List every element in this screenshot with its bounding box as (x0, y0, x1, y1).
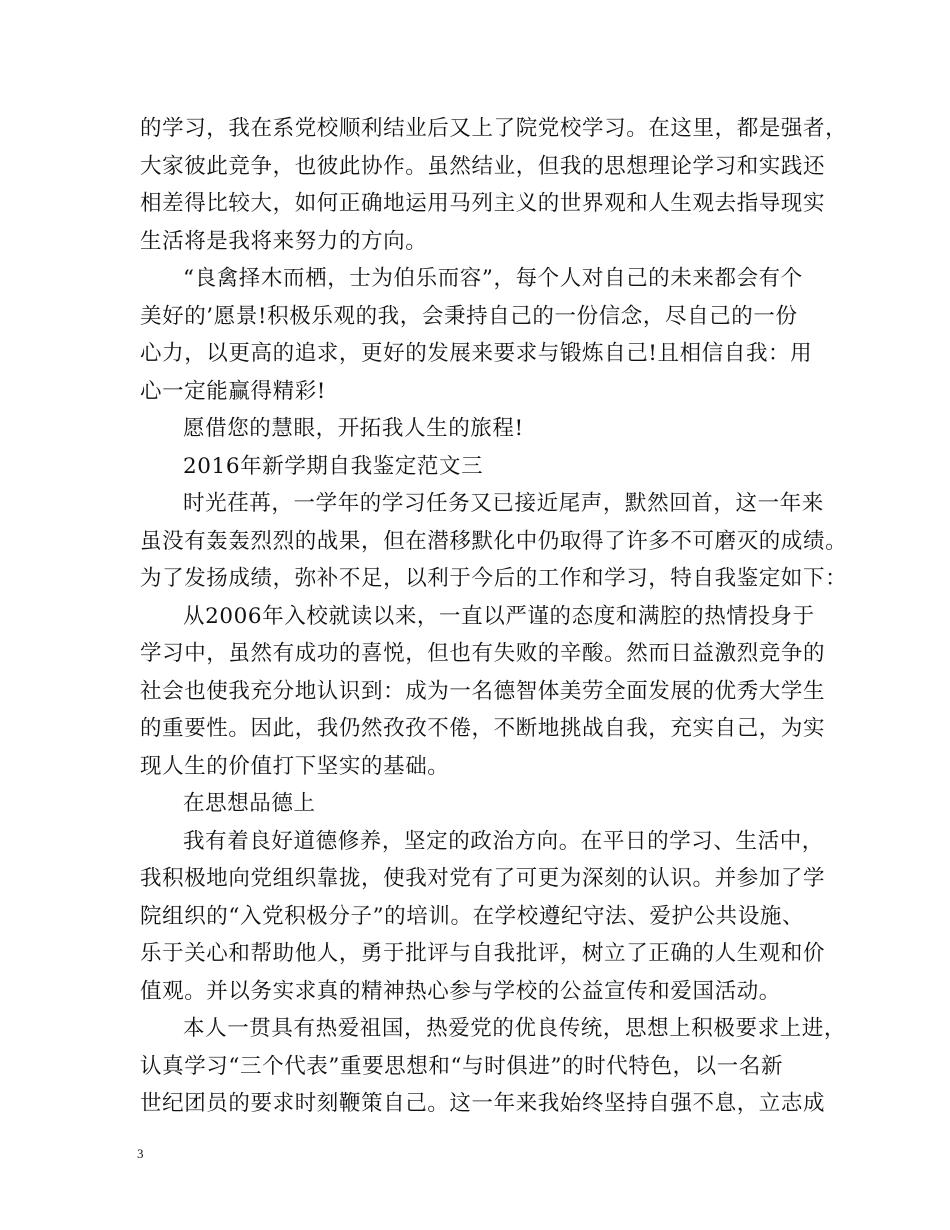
text-line: 我积极地向党组织靠拢，使我对党有了可更为深刻的认识。并参加了学 (140, 866, 826, 891)
text-line: 值观。并以务实求真的精神热心参与学校的公益宣传和爱国活动。 (140, 978, 781, 1004)
text-line: 学习中，虽然有成功的喜悦，但也有失败的辛酸。然而日益激烈竞争的 (140, 641, 826, 666)
text-line: 生活将是我将来努力的方向。 (140, 228, 428, 254)
text-line: 虽没有轰轰烈烈的战果，但在潜移默化中仍取得了许多不可磨灭的成绩。 (140, 528, 848, 554)
subsection-heading: 在思想品德上 (183, 791, 316, 816)
paragraph-start-line: 从2006年入校就读以来，一直以严谨的态度和满腔的热情投身于 (183, 603, 815, 629)
text-line: 认真学习“三个代表”重要思想和“与时俱进”的时代特色，以一名新 (140, 1053, 784, 1079)
paragraph-start-line: 我有着良好道德修养，坚定的政治方向。在平日的学习、生活中， (183, 828, 824, 854)
page-number: 3 (137, 1146, 144, 1161)
text-line: 大家彼此竞争，也彼此协作。虽然结业，但我的思想理论学习和实践还 (140, 153, 826, 179)
document-body (140, 110, 848, 1123)
text-line: 心力，以更高的追求，更好的发展来要求与锻炼自己!且相信自我：用 (140, 341, 813, 366)
text-line: 美好的’愿景!积极乐观的我，会秉持自己的一份信念，尽自己的一份 (140, 303, 798, 329)
text-line: 世纪团员的要求时刻鞭策自己。这一年来我始终坚持自强不息，立志成 (140, 1091, 826, 1116)
text-line: 社会也使我充分地认识到：成为一名德智体美劳全面发展的优秀大学生 (140, 678, 826, 704)
text-line: 院组织的“入党积极分子”的培训。在学校遵纪守法、爱护公共设施、 (140, 903, 805, 929)
text-line: 乐于关心和帮助他人，勇于批评与自我批评，树立了正确的人生观和价 (140, 941, 826, 966)
paragraph-start-line: 愿借您的慧眼，开拓我人生的旅程! (183, 416, 524, 441)
text-line: 现人生的价值打下坚实的基础。 (140, 753, 450, 779)
text-line: 为了发扬成绩，弥补不足，以利于今后的工作和学习，特自我鉴定如下： (140, 566, 848, 591)
text-line: 相差得比较大，如何正确地运用马列主义的世界观和人生观去指导现实 (140, 191, 826, 216)
text-line: 心一定能赢得精彩! (140, 378, 327, 404)
text-line: 的学习，我在系党校顺利结业后又上了院党校学习。在这里，都是强者， (140, 116, 848, 141)
text-line: 的重要性。因此，我仍然孜孜不倦，不断地挑战自我，充实自己，为实 (140, 716, 826, 741)
paragraph-start-line: “良禽择木而栖，士为伯乐而容”，每个人对自己的未来都会有个 (183, 266, 803, 291)
paragraph-start-line: 本人一贯具有热爱祖国，热爱党的优良传统，思想上积极要求上进， (183, 1016, 847, 1041)
section-heading: 2016年新学期自我鉴定范文三 (183, 453, 484, 479)
paragraph-start-line: 时光荏苒，一学年的学习任务又已接近尾声，默然回首，这一年来 (183, 491, 824, 516)
